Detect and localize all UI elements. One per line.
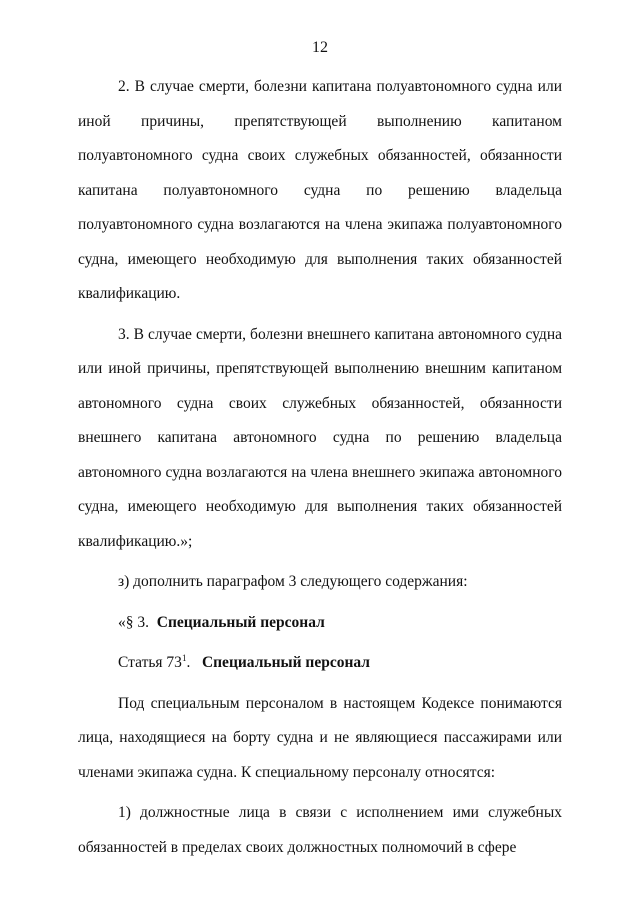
section-prefix: «§ 3. bbox=[118, 613, 149, 631]
paragraph-special-personnel-definition: Под специальным персоналом в настоящем Кодексе понимаются лица, находящиеся на борту судна и не являющиеся пассажирами или членами экипажа судна. К специальному персоналу относятся: bbox=[78, 694, 562, 781]
article-superscript: 1 bbox=[181, 652, 187, 663]
section-title: Специальный персонал bbox=[156, 613, 325, 631]
paragraph-semi-autonomous-captain: 2. В случае смерти, болезни капитана полуавтономного судна или иной причины, препятствующей выполнению капитаном полуавтономного судна своих служебных обязанностей, обязанности капитана полуавтономного судна по решению владельца полуавтономного судна возлагаются на члена экипажа полуавтономного судна, имеющего необходимую для выполнения таких обязанностей квалификацию. bbox=[78, 78, 562, 302]
article-title: Специальный персонал bbox=[201, 654, 370, 671]
article-suffix: . bbox=[186, 654, 191, 671]
article-heading bbox=[78, 646, 562, 681]
page-number: 12 bbox=[312, 39, 328, 56]
paragraph-list-item-1: 1) должностные лица в связи с исполнением ими служебных обязанностей в пределах своих должностных полномочий в сфере bbox=[78, 804, 562, 856]
paragraph-amendment-intro: з) дополнить параграфом 3 следующего содержания: bbox=[118, 573, 468, 590]
article-label: Статья 73 bbox=[118, 654, 182, 671]
document-body bbox=[78, 70, 562, 865]
section-heading bbox=[78, 606, 562, 641]
paragraph-autonomous-external-captain: 3. В случае смерти, болезни внешнего капитана автономного судна или иной причины, препятствующей выполнению внешним капитаном автономного судна своих служебных обязанностей, обязанности внешнего капитана автономного судна по решению владельца автономного судна возлагаются на члена внешнего экипажа автономного судна, имеющего необходимую для выполнения таких обязанностей квалификацию.»; bbox=[78, 325, 562, 550]
